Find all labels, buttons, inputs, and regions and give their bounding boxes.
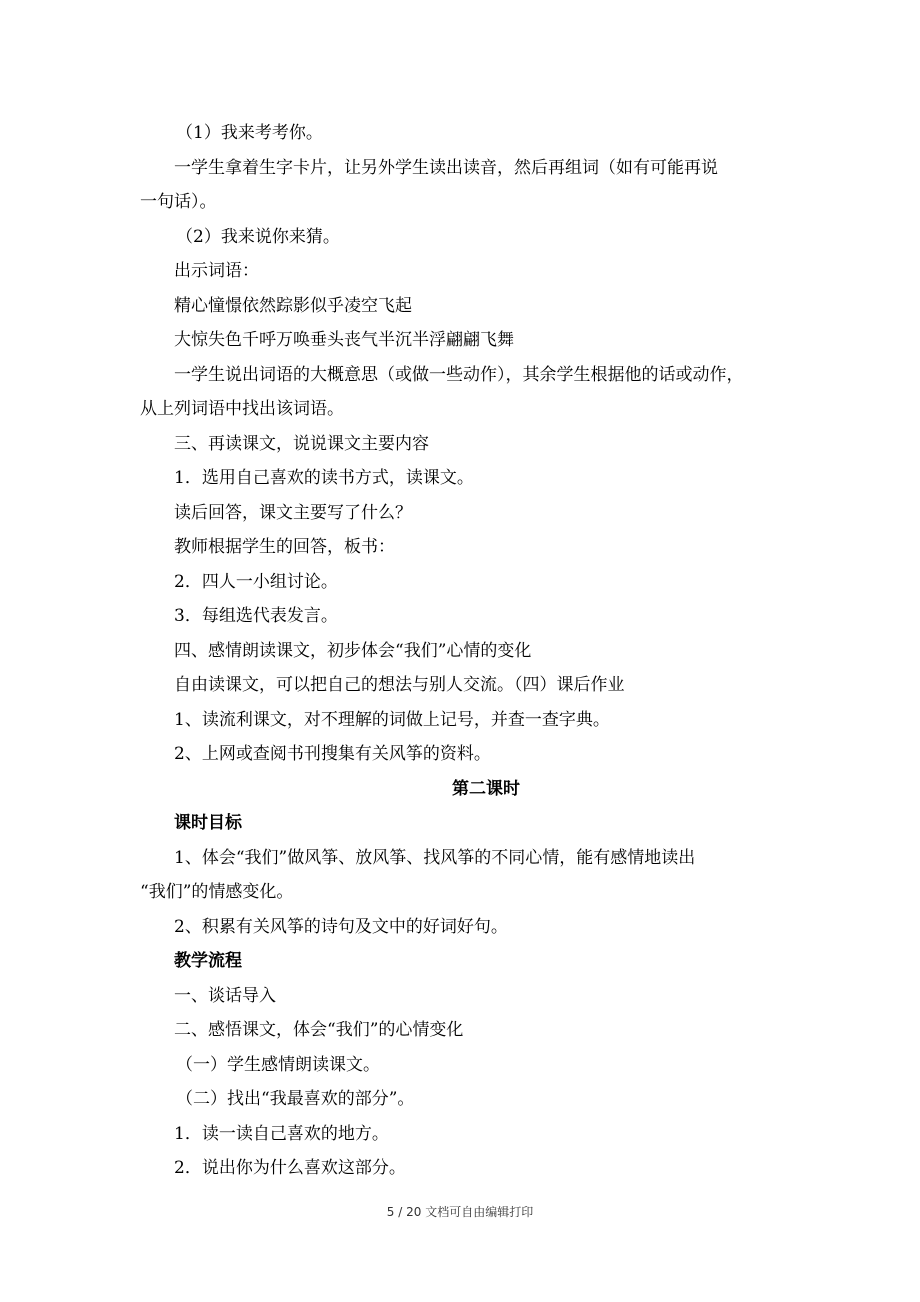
list-item: 2、上网或查阅书刊搜集有关风筝的资料。 (174, 744, 491, 764)
list-item: 2．说出你为什么喜欢这部分。 (174, 1158, 406, 1178)
paragraph: 读后回答，课文主要写了什么？ (174, 502, 412, 523)
list-item-continuation: “我们”的情感变化。 (140, 882, 294, 902)
section-heading: 二、感悟课文，体会“我们”的心情变化 (174, 1020, 464, 1040)
document-body (140, 116, 792, 1186)
page-footer: 5 / 20 文档可自由编辑打印 (386, 1205, 534, 1219)
list-item: （一）学生感情朗读课文。 (176, 1054, 380, 1075)
paragraph: （1）我来考考你。 (176, 123, 323, 143)
list-item: 1、读流利课文，对不理解的词做上记号，并查一查字典。 (174, 709, 610, 730)
subheading-objectives: 课时目标 (174, 813, 242, 833)
lesson-title: 第二课时 (452, 778, 520, 799)
paragraph: 教师根据学生的回答，板书： (174, 537, 395, 557)
list-item: 1、体会“我们”做风筝、放风筝、找风筝的不同心情，能有感情地读出 (174, 847, 696, 868)
list-item: 2、积累有关风筝的诗句及文中的好词好句。 (174, 916, 508, 937)
list-item: 1．选用自己喜欢的读书方式，读课文。 (174, 468, 474, 488)
paragraph: 一学生说出词语的大概意思（或做一些动作），其余学生根据他的话或动作， (174, 364, 744, 385)
paragraph-continuation: 从上列词语中找出该词语。 (140, 399, 344, 419)
paragraph: 一学生拿着生字卡片，让另外学生读出读音，然后再组词（如有可能再说 (174, 157, 718, 178)
section-heading: 一、谈话导入 (174, 985, 276, 1006)
list-item: 3．每组选代表发言。 (174, 606, 338, 626)
paragraph: 自由读课文，可以把自己的想法与别人交流。（四）课后作业 (174, 675, 625, 695)
list-item: 1．读一读自己喜欢的地方。 (174, 1123, 389, 1144)
paragraph: 出示词语： (174, 261, 259, 281)
word-list: 精心憧憬依然踪影似乎凌空飞起 (174, 295, 412, 316)
section-heading: 四、感情朗读课文，初步体会“我们”心情的变化 (174, 640, 532, 661)
section-heading: 三、再读课文，说说课文主要内容 (174, 433, 429, 454)
word-list: 大惊失色千呼万唤垂头丧气半沉半浮翩翩飞舞 (174, 330, 514, 350)
list-item: （二）找出“我最喜欢的部分”。 (176, 1089, 415, 1109)
subheading-flow: 教学流程 (174, 951, 242, 971)
paragraph: （2）我来说你来猜。 (176, 226, 340, 247)
paragraph-continuation: 一句话）。 (140, 192, 217, 212)
list-item: 2．四人一小组讨论。 (174, 571, 338, 592)
